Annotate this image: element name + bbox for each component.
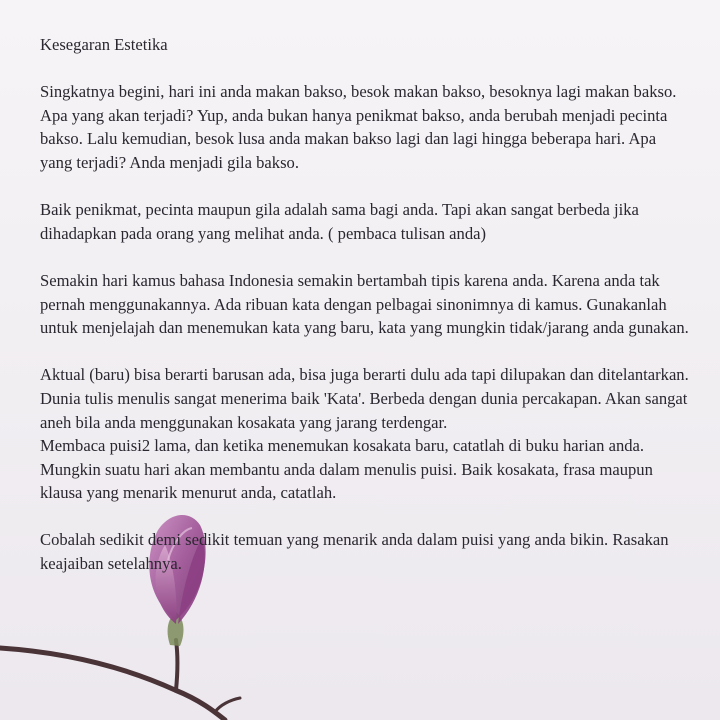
article-text [40,33,690,599]
paragraph-5: Membaca puisi2 lama, dan ketika menemukan kosakata baru, catatlah di buku harian anda. Mungkin suatu hari akan membantu anda dalam menulis puisi. Baik kosakata, frasa maupun klausa yang menarik menurut anda, catatlah. [40,436,653,503]
article-title: Kesegaran Estetika [40,35,168,54]
paragraph-2: Baik penikmat, pecinta maupun gila adalah sama bagi anda. Tapi akan sangat berbeda jika dihadapkan pada orang yang melihat anda. ( pembaca tulisan anda) [40,200,639,243]
paragraph-1: Singkatnya begini, hari ini anda makan bakso, besok makan bakso, besoknya lagi makan bakso. Apa yang akan terjadi? Yup, anda bukan hanya penikmat bakso, anda berubah menjadi pecinta bakso. Lalu kemudian, besok lusa anda makan bakso lagi dan lagi hingga beberapa hari. Apa yang terjadi? Anda menjadi gila bakso. [40,82,677,172]
branch [0,648,225,720]
branch-twig [176,640,178,690]
paragraph-6: Cobalah sedikit demi sedikit temuan yang menarik anda dalam puisi yang anda bikin. Rasakan keajaiban setelahnya. [40,530,669,574]
branch-twig-2 [215,698,240,712]
paragraph-4: Aktual (baru) bisa berarti barusan ada, bisa juga berarti dulu ada tapi dilupakan dan ditelantarkan. Dunia tulis menulis sangat menerima baik 'Kata'. Berbeda dengan dunia percakapan. Akan sangat aneh bila anda menggunakan kosakata yang jarang terdengar. [40,365,689,432]
paragraph-3: Semakin hari kamus bahasa Indonesia semakin bertambah tipis karena anda. Karena anda tak pernah menggunakannya. Ada ribuan kata dengan pelbagai sinonimnya di kamus. Gunakanlah untuk menjelajah dan menemukan kata yang baru, kata yang mungkin tidak/jarang anda gunakan. [40,270,689,338]
